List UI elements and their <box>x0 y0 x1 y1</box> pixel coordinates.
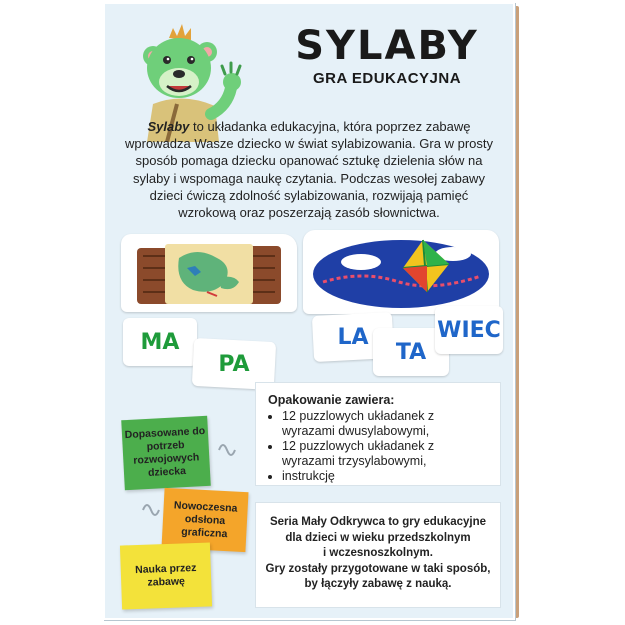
series-line: dla dzieci w wieku przedszkolnym <box>285 531 471 544</box>
note-text: Nowoczesna odsłona graficzna <box>173 498 238 540</box>
sticky-note-green <box>121 416 211 490</box>
syllable-pa: PA <box>218 352 250 377</box>
package-list <box>268 409 490 484</box>
game-card <box>103 2 515 620</box>
series-line: Seria Mały Odkrywca to gry edukacyjne <box>269 516 487 528</box>
description-lead: Sylaby <box>147 119 190 134</box>
list-item: • instrukcję <box>282 469 490 484</box>
puzzle-piece-map-image <box>121 234 297 312</box>
squiggle-decoration <box>141 498 163 520</box>
description-text: to układanka edukacyjna, która poprzez zabawę wprowadza Wasze dziecko w świat sylabizowania. Gra w prosty sposób pomaga dziecku opanować sztukę dzielenia słów na sylaby i wspomaga naukę czytania. Podczas wesołej zabawy dzieci ćwiczą zdolność sylabizowania, rozwijają pamięć wzrokową oraz poszerzają zasób słownictwa. <box>125 119 493 221</box>
syllable-ma: MA <box>140 330 180 355</box>
series-line: i wczesnoszkolnym. <box>323 547 433 559</box>
series-description-box <box>255 502 501 608</box>
page-title: SYLABY <box>295 23 479 69</box>
puzzle-piece-kite-image <box>303 230 499 314</box>
package-heading: Opakowanie zawiera: <box>268 393 395 407</box>
page-subtitle: GRA EDUKACYJNA <box>312 70 462 87</box>
squiggle-decoration <box>217 438 239 460</box>
note-text: Dopasowane do potrzeb rozwojowych dziecka <box>124 424 206 479</box>
package-contents-box <box>255 382 501 486</box>
sticky-note-yellow <box>120 542 212 609</box>
series-line: Gry zostały przygotowane w taki sposób, <box>265 562 491 575</box>
list-item: • 12 puzzlowych układanek z wyrazami dwusylabowymi, <box>282 409 490 439</box>
note-text: Nauka przez zabawę <box>134 561 197 589</box>
list-item: • 12 puzzlowych układanek z wyrazami trzysylabowymi, <box>282 439 490 469</box>
series-line: by łączyły zabawę z nauką. <box>304 578 452 590</box>
syllable-la: LA <box>337 325 369 350</box>
description-paragraph <box>123 118 495 221</box>
puzzle-illustration <box>105 230 513 395</box>
kite-icon <box>303 230 499 314</box>
map-icon <box>121 234 297 312</box>
syllable-wiec: WIEC <box>437 318 501 343</box>
syllable-ta: TA <box>395 340 427 365</box>
